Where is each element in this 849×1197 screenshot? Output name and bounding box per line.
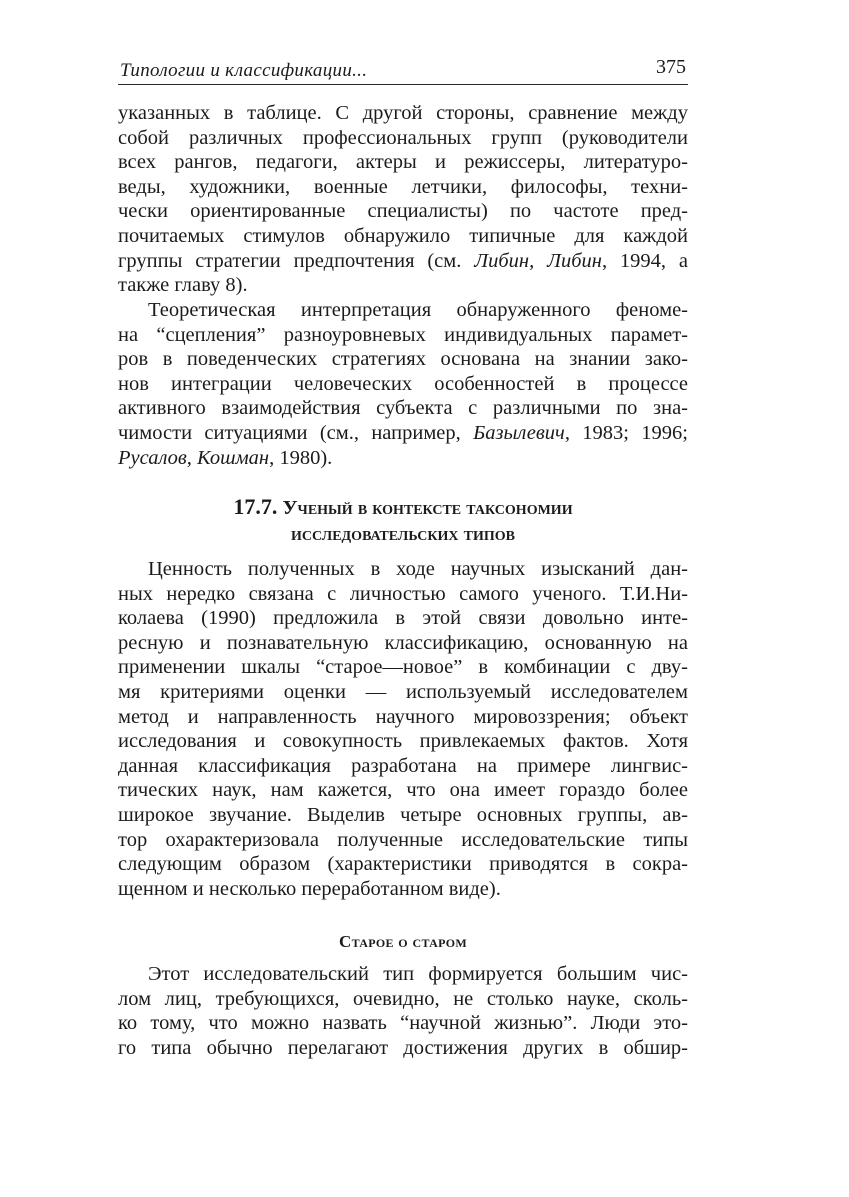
text-segment: , 1983; 1996; [564,421,688,444]
text-line: широкое звучание. Выделив четыре основных группы, ав- [118,803,688,826]
text-line: исследования и совокупность привлекаемых фактов. Хотя [118,730,688,753]
text-line: мя критериями оценки — используемый исследователем [118,680,688,703]
paragraph-2 [118,298,688,470]
text-line: нов интеграции человеческих особенностей в процессе [118,372,688,395]
text-segment: , [186,446,198,469]
text-line: ров в поведенческих стратегиях основана на знании зако- [118,348,688,371]
text-segment: , 1980). [269,446,333,469]
section-paragraph [118,557,688,901]
text-line [118,446,688,471]
text-line: Теоретическая интерпретация обнаруженного феноме- [148,299,688,321]
text-line [118,421,688,446]
text-line: ных нередко связана с личностью самого ученого. Т.И.Ни- [118,582,688,605]
running-title: Типологии и классификации... [120,60,368,81]
text-line: го типа обычно перелагают достижения других в обшир- [118,1036,688,1059]
text-segment: чимости ситуациями (см., например, [118,421,474,444]
subsection-paragraph [118,962,688,1060]
text-line: указанных в таблице. С другой стороны, сравнение между [118,102,688,124]
text-line: щенном и несколько переработанном виде). [118,877,501,900]
text-line: тических наук, нам кажется, что она имеет гораздо более [118,779,688,802]
text-line: активного взаимодействия субъекта с различными по зна- [118,397,688,420]
text-line: Ценность полученных в ходе научных изысканий дан- [148,558,688,580]
section-title-part-1: Ученый в контексте таксономии [282,497,573,519]
text-line: Этот исследовательский тип формируется большим чис- [148,963,688,985]
text-segment: , 1994, а [601,249,688,272]
section-heading [118,494,688,547]
text-line: следующим образом (характеристики приводятся в сокра- [118,853,688,876]
text-segment: группы стратегии предпочтения (см. [118,249,475,272]
citation-author: Русалов [118,446,187,469]
text-line: собой различных профессиональных групп (руководители [118,126,688,149]
text-line: ко тому, что можно назвать “научной жизнью”. Люди это- [118,1012,688,1035]
section-heading-line-1 [118,494,688,521]
text-line: лом лиц, требующихся, очевидно, не столько науке, сколь- [118,987,688,1010]
text-line: веды, художники, военные летчики, философы, техни- [118,175,688,198]
text-line: также главу 8). [118,274,248,297]
text-line: всех рангов, педагоги, актеры и режиссеры, литературо- [118,151,688,174]
text-line: метод и направленность научного мировоззрения; объект [118,705,688,728]
subsection-heading: Старое о старом [339,932,467,951]
citation-authors: Либин, Либин [474,249,602,272]
text-line: почитаемых стимулов обнаружило типичные для каждой [118,224,688,247]
text-line: колаева (1990) предложила в этой связи довольно инте- [118,607,688,630]
text-line: ресную и познавательную классификацию, основанную на [118,631,688,654]
page-number: 375 [656,56,686,78]
text-line: данная классификация разработана на примере лингвис- [118,754,688,777]
section-title-part-2: исследовательских типов [291,523,515,545]
text-line [118,249,688,274]
text-line: применении шкалы “старое—новое” в комбинации с дву- [118,656,688,679]
section-number: 17.7. [233,494,278,519]
text-line: тор охарактеризовала полученные исследовательские типы [118,828,688,851]
text-line: на “сцепления” разноуровневых индивидуальных парамет- [118,323,688,346]
text-line: чески ориентированные специалисты) по частоте пред- [118,200,688,223]
running-header [118,52,688,85]
citation-author: Кошман [197,446,270,469]
paragraph-1 [118,101,688,298]
citation-author: Базылевич [473,421,565,444]
